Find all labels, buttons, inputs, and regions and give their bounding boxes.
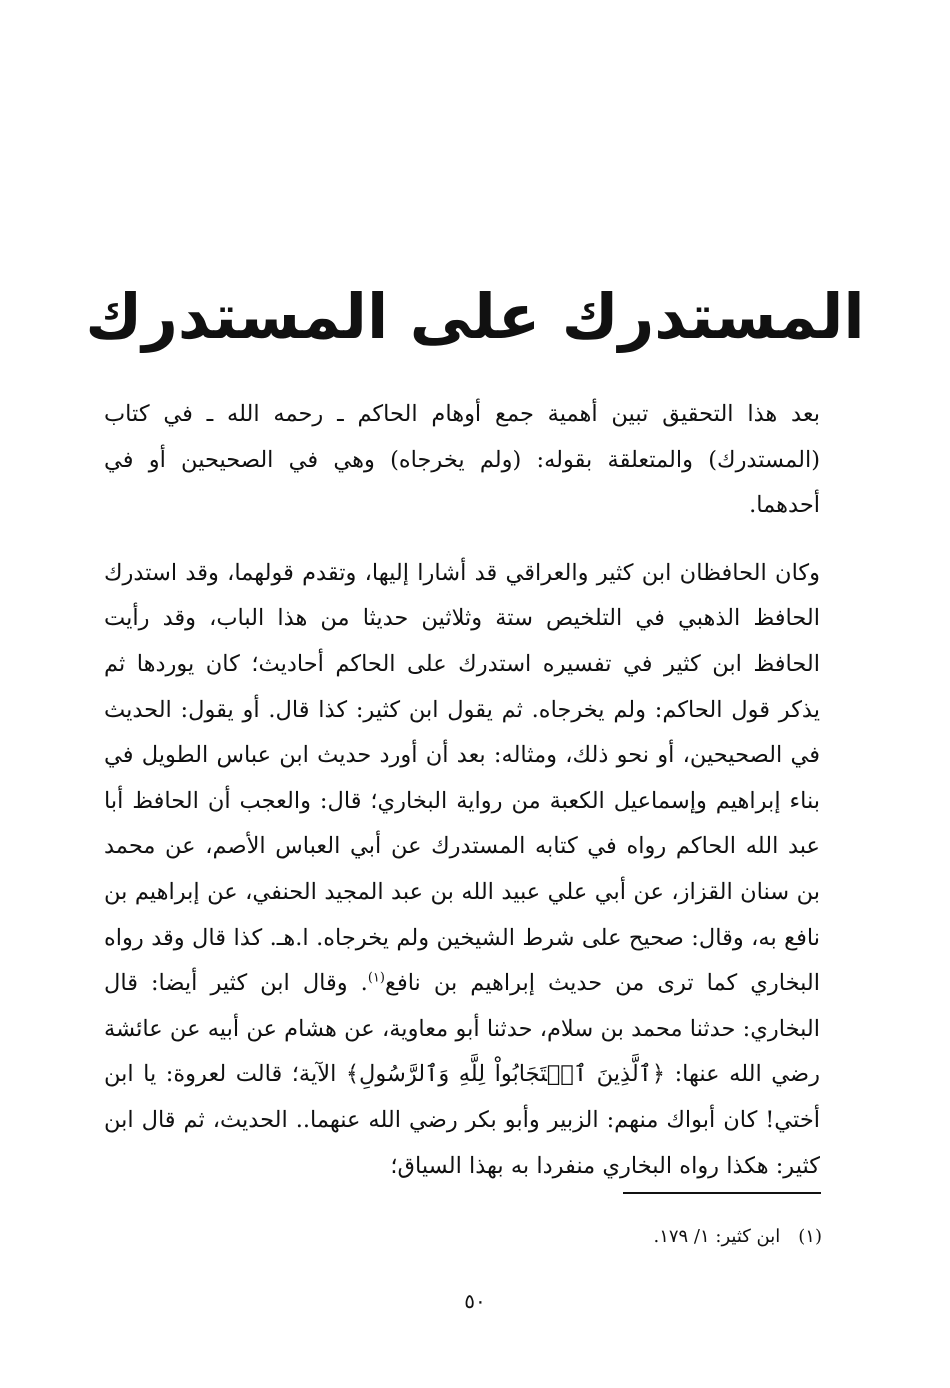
chapter-title: المستدرك على المستدرك (85, 280, 865, 353)
paragraph-1: بعد هذا التحقيق تبين أهمية جمع أوهام الحاكم ـ رحمه الله ـ في كتاب (المستدرك) والمتعلقة بقوله: (ولم يخرجاه) وهي في الصحيحين أو في أحدهما. (104, 401, 820, 519)
body-text (104, 392, 820, 1189)
footnote-number: (١) (798, 1226, 822, 1247)
paragraph-2-part-2: . وقال ابن كثير أيضا: قال البخاري: حدثنا محمد بن سلام، حدثنا أبو معاوية، عن هشام عن أبيه عن عائشة رضي الله عنها: ﴿ٱلَّذِينَ ٱسۡتَجَابُواْ لِلَّهِ وَٱلرَّسُولِ﴾ الآية؛ قالت لعروة: يا ابن أختي! كان أبواك منهم: الزبير وأبو بكر رضي الله عنهما.. الحديث، ثم قال ابن كثير: هكذا رواه البخاري منفردا به بهذا السياق؛ (104, 970, 820, 1179)
paragraph-2-part-1: وكان الحافظان ابن كثير والعراقي قد أشارا إليها، وتقدم قولهما، وقد استدرك الحافظ الذهبي في التلخيص ستة وثلاثين حديثا من هذا الباب، وقد رأيت الحافظ ابن كثير في تفسيره استدرك على الحاكم أحاديث؛ كان يوردها ثم يذكر قول الحاكم: ولم يخرجاه. ثم يقول ابن كثير: كذا قال. أو يقول: الحديث في الصحيحين، أو نحو ذلك، ومثاله: بعد أن أورد حديث ابن عباس الطويل في بناء إبراهيم وإسماعيل الكعبة من رواية البخاري؛ قال: والعجب أن الحافظ أبا عبد الله الحاكم رواه في كتابه المستدرك عن أبي العباس الأصم، عن محمد بن سنان القزاز، عن أبي علي عبيد الله بن عبد المجيد الحنفي، عن إبراهيم بن نافع به، وقال: صحيح على شرط الشيخين ولم يخرجاه. ا.هـ. كذا قال وقد رواه البخاري كما ترى من حديث إبراهيم بن نافع (104, 559, 820, 997)
footnote-marker[interactable]: (١) (367, 970, 385, 986)
footnote (653, 1220, 822, 1254)
footnote-text: ابن كثير: ١/ ١٧٩. (653, 1226, 781, 1247)
paragraph-2 (104, 551, 820, 1189)
page-number: ٥٠ (464, 1289, 486, 1313)
footnote-divider (623, 1192, 821, 1194)
